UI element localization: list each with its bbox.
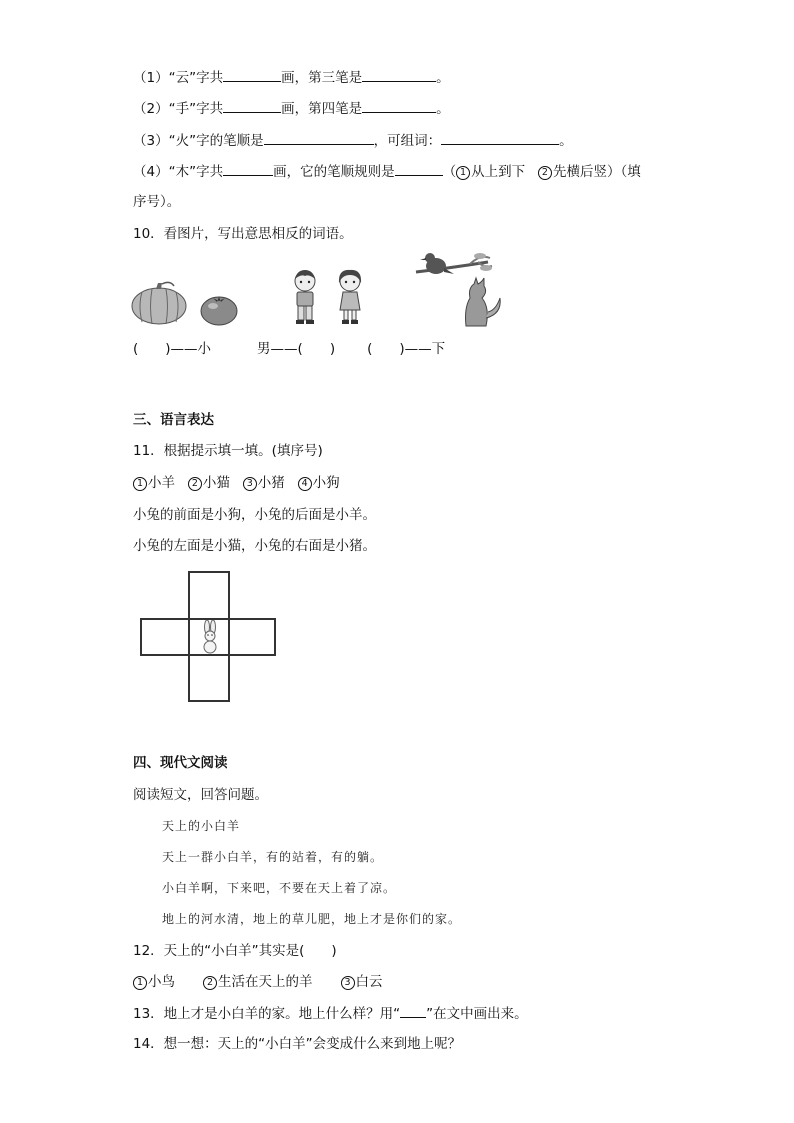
q12-opt1-num: 1: [133, 976, 147, 990]
poem-line-2: 小白羊啊，下来吧，不要在天上着了凉。: [162, 881, 397, 895]
q11-hint-2: 小兔的左面是小猫，小兔的右面是小猪。: [133, 538, 376, 554]
q4-blank-count[interactable]: [223, 162, 273, 176]
girl-image: [334, 268, 366, 328]
boy-image: [289, 268, 321, 328]
crow-and-fox-image: [410, 248, 506, 328]
grid-cell-right[interactable]: [228, 618, 276, 656]
q1-blank-stroke[interactable]: [362, 68, 436, 82]
q1-end: 。: [436, 70, 450, 86]
poem-title: 天上的小白羊: [162, 819, 241, 833]
q11-opt1-num: 1: [133, 477, 147, 491]
q4-mid: 画，它的笔顺规则是: [273, 164, 395, 180]
q13-text-a: 13．地上才是小白羊的家。地上什么样？用“: [133, 1006, 401, 1022]
q12-options: [133, 973, 383, 991]
q4-blank-rule[interactable]: [395, 162, 443, 176]
q13-text-b: ”在文中画出来。: [426, 1006, 528, 1022]
q12-opt1-label[interactable]: 小鸟: [148, 974, 175, 990]
q3-prefix: （3）“火”字的笔顺是: [133, 133, 264, 149]
q4-prefix: （4）“木”字共: [133, 164, 224, 180]
q13: [133, 1004, 528, 1023]
q11-opt2-label: 小猫: [202, 475, 230, 491]
q11-title: 11．根据提示填一填。(填序号): [133, 443, 323, 459]
q11-hint-1: 小兔的前面是小狗，小兔的后面是小羊。: [133, 507, 376, 523]
section4-heading: 四、现代文阅读: [133, 755, 228, 771]
q4-paren: （: [442, 164, 457, 180]
q4-opt2: 先横后竖）（填: [552, 164, 641, 180]
q2-prefix: （2）“手”字共: [133, 101, 224, 117]
q2-mid: 画，第四笔是: [281, 101, 363, 117]
q2-blank-stroke[interactable]: [362, 99, 436, 113]
grid-cell-front[interactable]: [188, 571, 230, 620]
q3-line: [133, 131, 573, 150]
q1-prefix: （1）“云”字共: [133, 70, 224, 86]
q3-blank-word[interactable]: [441, 131, 559, 145]
q12-opt2-label[interactable]: 生活在天上的羊: [218, 974, 313, 990]
grid-cell-left[interactable]: [140, 618, 190, 656]
q2-blank-count[interactable]: [223, 99, 281, 113]
q3-end: 。: [559, 133, 573, 149]
q4-line: [133, 162, 641, 181]
grid-cell-back[interactable]: [188, 654, 230, 702]
q12-opt3-label[interactable]: 白云: [355, 974, 383, 990]
q2-end: 。: [436, 101, 450, 117]
q2-line: [133, 99, 450, 118]
q11-opt3-num: 3: [243, 477, 257, 491]
q14: 14．想一想：天上的“小白羊”会变成什么来到地上呢？: [133, 1036, 462, 1052]
q11-opt3-label: 小猪: [257, 475, 285, 491]
q10-answer-row: [133, 340, 445, 358]
q3-blank-order[interactable]: [264, 131, 374, 145]
reading-instruction: 阅读短文，回答问题。: [133, 787, 268, 803]
q10-pair-up-down[interactable]: ( )——下: [367, 341, 446, 357]
q11-opt4-num: 4: [298, 477, 312, 491]
q1-blank-count[interactable]: [223, 68, 281, 82]
q11-opt4-label: 小狗: [312, 475, 340, 491]
q13-underline-mark: [400, 1004, 426, 1018]
q10-title: 10．看图片，写出意思相反的词语。: [133, 226, 353, 242]
q1-line: [133, 68, 450, 87]
poem-line-1: 天上一群小白羊，有的站着，有的躺。: [162, 850, 384, 864]
section3-heading: 三、语言表达: [133, 412, 214, 428]
pumpkin-image: [130, 280, 188, 326]
q4-line-cont: 序号）。: [133, 194, 181, 210]
q12: 12．天上的“小白羊”其实是( ): [133, 943, 337, 959]
q11-options: [133, 474, 340, 492]
rabbit-icon: [200, 620, 220, 654]
q11-opt1-label: 小羊: [148, 475, 175, 491]
tomato-image: [199, 292, 239, 326]
q1-mid: 画，第三笔是: [281, 70, 363, 86]
q10-pair-male-female[interactable]: 男——( ): [257, 341, 336, 357]
q4-opt1-num: 1: [456, 166, 470, 180]
poem-line-3: 地上的河水清，地上的草儿肥，地上才是你们的家。: [162, 912, 462, 926]
q11-opt2-num: 2: [188, 477, 202, 491]
q12-opt3-num: 3: [341, 976, 355, 990]
q3-mid: ，可组词：: [373, 133, 442, 149]
q4-opt2-num: 2: [538, 166, 552, 180]
q10-pair-big-small[interactable]: ( )——小: [133, 341, 212, 357]
q12-opt2-num: 2: [203, 976, 217, 990]
q4-opt1: 从上到下: [471, 164, 526, 180]
